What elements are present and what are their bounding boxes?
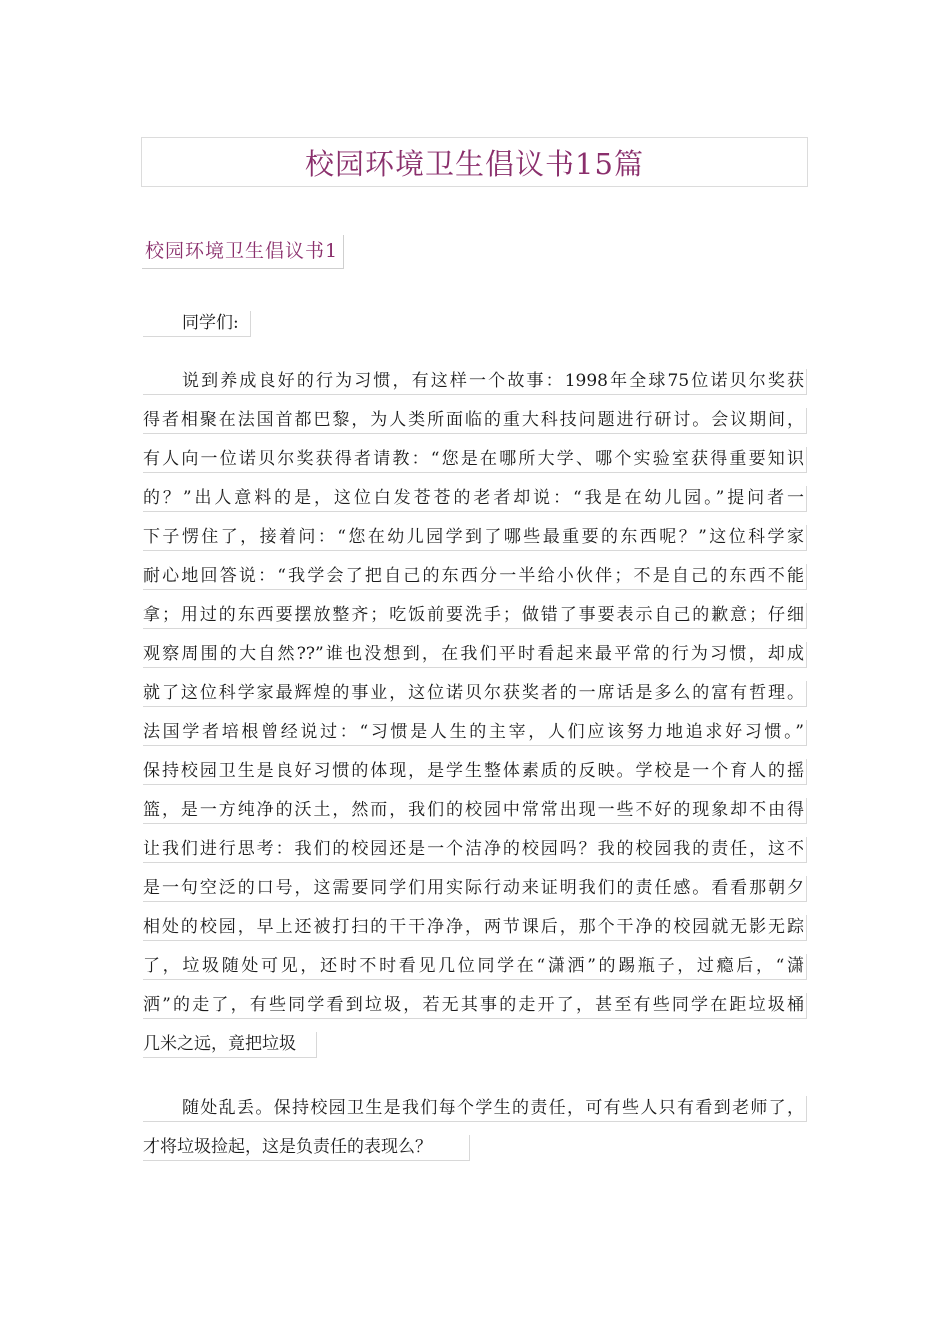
text-line: 得者相聚在法国首都巴黎，为人类所面临的重大科技问题进行研讨。会议期间，	[143, 408, 807, 434]
text-line: 说到养成良好的行为习惯，有这样一个故事：1998年全球75位诺贝尔奖获	[143, 369, 807, 395]
text-line: 保持校园卫生是良好习惯的体现，是学生整体素质的反映。学校是一个育人的摇	[143, 759, 807, 785]
document-title-box	[141, 137, 808, 187]
text-line: 的？”出人意料的是，这位白发苍苍的老者却说：“我是在幼儿园。”提问者一	[143, 486, 807, 512]
text-line: 篮，是一方纯净的沃土，然而，我们的校园中常常出现一些不好的现象却不由得	[143, 798, 807, 824]
text-line: 就了这位科学家最辉煌的事业，这位诺贝尔获奖者的一席话是多么的富有哲理。	[143, 681, 807, 707]
text-line: 才将垃圾捡起，这是负责任的表现么？	[143, 1135, 470, 1161]
text-line: 是一句空泛的口号，这需要同学们用实际行动来证明我们的责任感。看看那朝夕	[143, 876, 807, 902]
text-line: 耐心地回答说：“我学会了把自己的东西分一半给小伙伴；不是自己的东西不能	[143, 564, 807, 590]
text-line: 随处乱丢。保持校园卫生是我们每个学生的责任，可有些人只有看到老师了，	[143, 1096, 807, 1122]
text-line: 法国学者培根曾经说过：“习惯是人生的主宰，人们应该努力地追求好习惯。”	[143, 720, 807, 746]
text-line: 让我们进行思考：我们的校园还是一个洁净的校园吗？我的校园我的责任，这不	[143, 837, 807, 863]
text-line: 了，垃圾随处可见，还时不时看见几位同学在“潇洒”的踢瓶子，过瘾后，“潇	[143, 954, 807, 980]
text-line: 相处的校园，早上还被打扫的干干净净，两节课后，那个干净的校园就无影无踪	[143, 915, 807, 941]
text-line: 拿；用过的东西要摆放整齐；吃饭前要洗手；做错了事要表示自己的歉意；仔细	[143, 603, 807, 629]
text-line: 几米之远，竟把垃圾	[143, 1032, 317, 1058]
section-heading: 校园环境卫生倡议书1	[142, 235, 344, 269]
text-line: 观察周围的大自然??”谁也没想到，在我们平时看起来最平常的行为习惯，却成	[143, 642, 807, 668]
text-line: 洒”的走了，有些同学看到垃圾，若无其事的走开了，甚至有些同学在距垃圾桶	[143, 993, 807, 1019]
document-title: 校园环境卫生倡议书15篇	[305, 146, 644, 181]
text-line: 下子愣住了，接着问：“您在幼儿园学到了哪些最重要的东西呢？”这位科学家	[143, 525, 807, 551]
greeting: 同学们:	[143, 311, 251, 337]
text-line: 有人向一位诺贝尔奖获得者请教：“您是在哪所大学、哪个实验室获得重要知识	[143, 447, 807, 473]
